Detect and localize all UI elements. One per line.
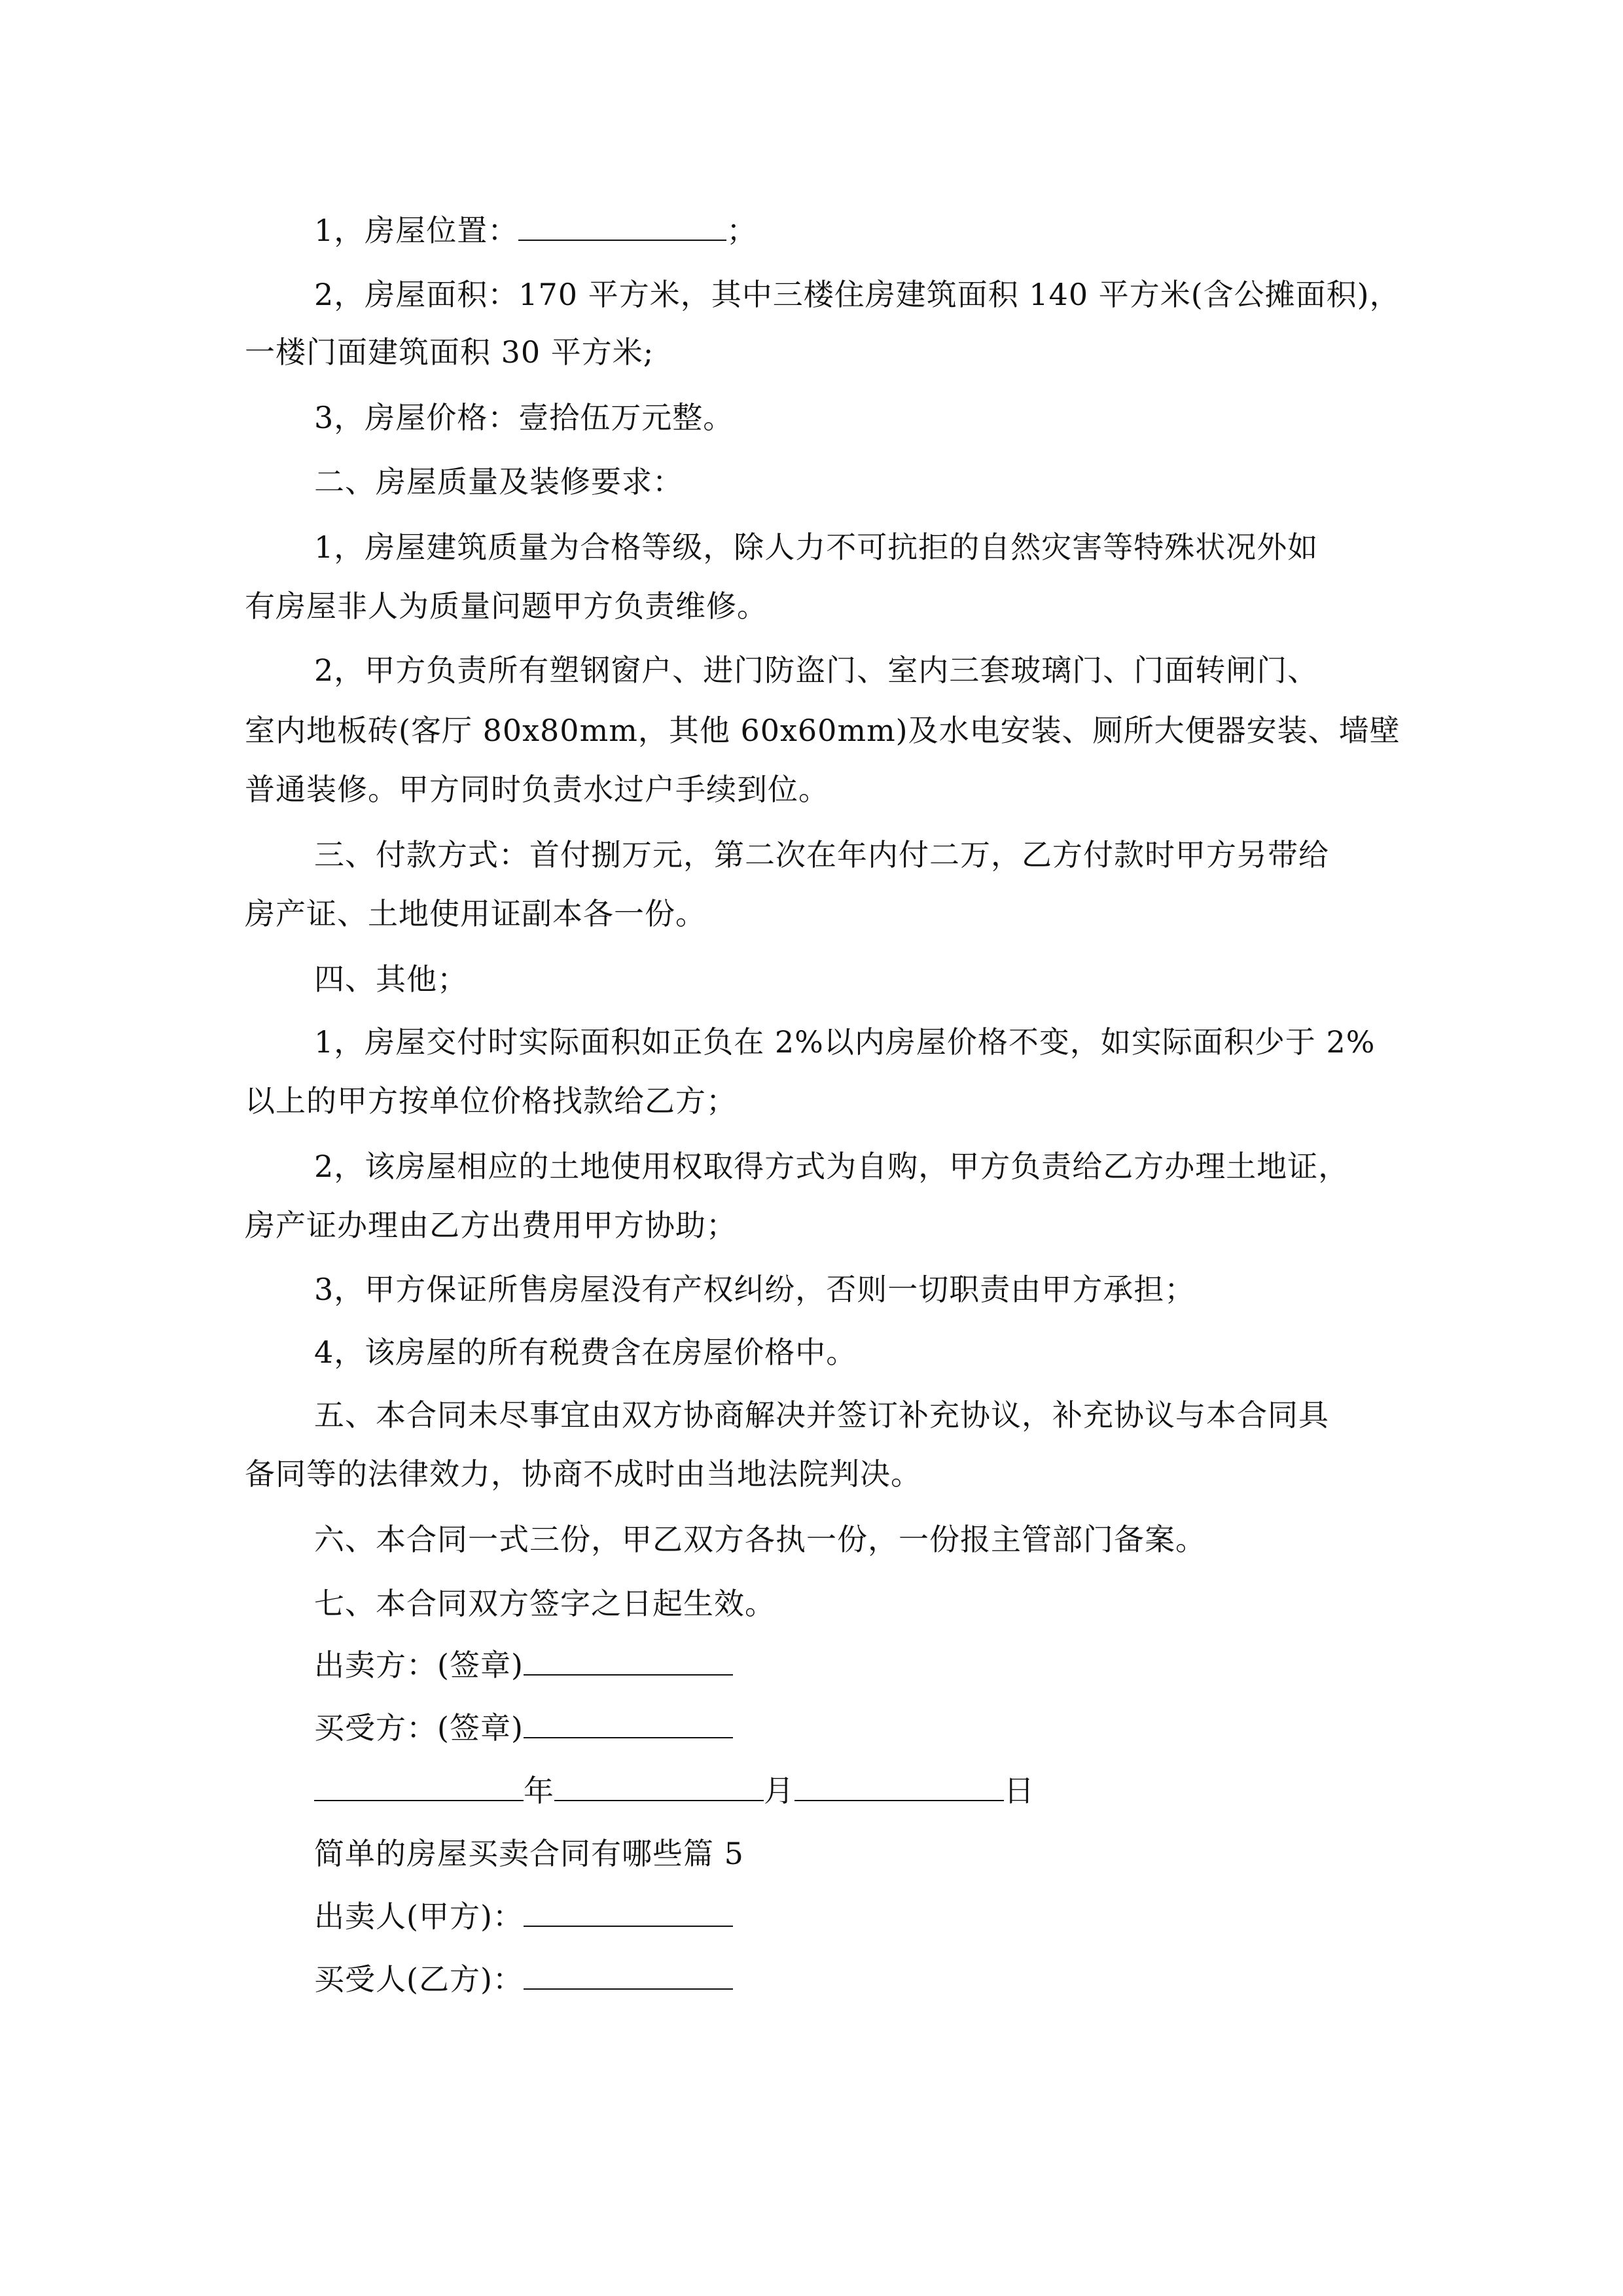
quality-item-2-line-2: 室内地板砖(客厅 80x80mm，其他 60x60mm)及水电安装、厕所大便器安装、墙壁 bbox=[245, 713, 1400, 748]
clause-five-line-2: 备同等的法律效力，协商不成时由当地法院判决。 bbox=[245, 1456, 921, 1492]
other-item-4: 4，该房屋的所有税费含在房屋价格中。 bbox=[314, 1335, 857, 1370]
quality-item-2-line-3: 普通装修。甲方同时负责水过户手续到位。 bbox=[245, 772, 829, 807]
other-item-2-line-1: 2，该房屋相应的土地使用权取得方式为自购，甲方负责给乙方办理土地证， bbox=[314, 1149, 1349, 1184]
other-item-2-line-2: 房产证办理由乙方出费用甲方协助； bbox=[245, 1208, 737, 1243]
next-contract-title: 简单的房屋买卖合同有哪些篇 5 bbox=[314, 1836, 744, 1871]
buyer-signature-label: 买受方：(签章) bbox=[314, 1710, 524, 1746]
buyer-signature-blank bbox=[524, 1708, 733, 1738]
next-seller-label: 出卖人(甲方)： bbox=[314, 1899, 524, 1934]
clause-six: 六、本合同一式三份，甲乙双方各执一份，一份报主管部门备案。 bbox=[314, 1522, 1206, 1557]
day-blank bbox=[794, 1771, 1004, 1801]
next-buyer-label: 买受人(乙方)： bbox=[314, 1962, 524, 1997]
house-price-line: 3，房屋价格：壹拾伍万元整。 bbox=[314, 400, 734, 435]
next-seller-blank bbox=[524, 1897, 733, 1927]
other-item-3: 3，甲方保证所售房屋没有产权纠纷，否则一切职责由甲方承担； bbox=[314, 1272, 1196, 1307]
next-buyer-line bbox=[314, 1960, 733, 1999]
payment-line-1: 三、付款方式：首付捌万元，第二次在年内付二万，乙方付款时甲方另带给 bbox=[314, 837, 1329, 872]
date-line bbox=[314, 1771, 1035, 1810]
year-blank bbox=[314, 1771, 524, 1801]
clause-five-line-1: 五、本合同未尽事宜由双方协商解决并签订补充协议，补充协议与本合同具 bbox=[314, 1397, 1329, 1433]
house-area-line-2: 一楼门面建筑面积 30 平方米; bbox=[245, 334, 654, 370]
month-label: 月 bbox=[764, 1773, 794, 1808]
seller-signature-label: 出卖方：(签章) bbox=[314, 1647, 524, 1683]
house-location-blank bbox=[518, 211, 726, 241]
buyer-signature-line bbox=[314, 1708, 733, 1748]
quality-item-2-line-1: 2，甲方负责所有塑钢窗户、进门防盗门、室内三套玻璃门、门面转闸门、 bbox=[314, 653, 1319, 688]
other-heading: 四、其他； bbox=[314, 961, 468, 997]
year-label: 年 bbox=[524, 1773, 554, 1808]
clause-seven: 七、本合同双方签字之日起生效。 bbox=[314, 1586, 776, 1621]
house-location-line: 1，房屋位置： ； bbox=[314, 211, 757, 250]
other-item-1-line-2: 以上的甲方按单位价格找款给乙方； bbox=[245, 1083, 737, 1119]
quality-heading: 二、房屋质量及装修要求： bbox=[314, 464, 683, 499]
seller-signature-line bbox=[314, 1645, 733, 1685]
house-area-line-1: 2，房屋面积：170 平方米，其中三楼住房建筑面积 140 平方米(含公摊面积)， bbox=[314, 277, 1400, 312]
seller-signature-blank bbox=[524, 1645, 733, 1676]
month-blank bbox=[554, 1771, 764, 1801]
other-item-1-line-1: 1，房屋交付时实际面积如正负在 2%以内房屋价格不变，如实际面积少于 2% bbox=[314, 1024, 1376, 1060]
house-location-label: 1，房屋位置： bbox=[314, 213, 519, 248]
quality-item-1-line-1: 1，房屋建筑质量为合格等级，除人力不可抗拒的自然灾害等特殊状况外如 bbox=[314, 529, 1319, 565]
next-seller-line bbox=[314, 1897, 733, 1936]
quality-item-1-line-2: 有房屋非人为质量问题甲方负责维修。 bbox=[245, 588, 768, 624]
day-label: 日 bbox=[1004, 1773, 1035, 1808]
next-buyer-blank bbox=[524, 1960, 733, 1990]
payment-line-2: 房产证、土地使用证副本各一份。 bbox=[245, 896, 706, 931]
